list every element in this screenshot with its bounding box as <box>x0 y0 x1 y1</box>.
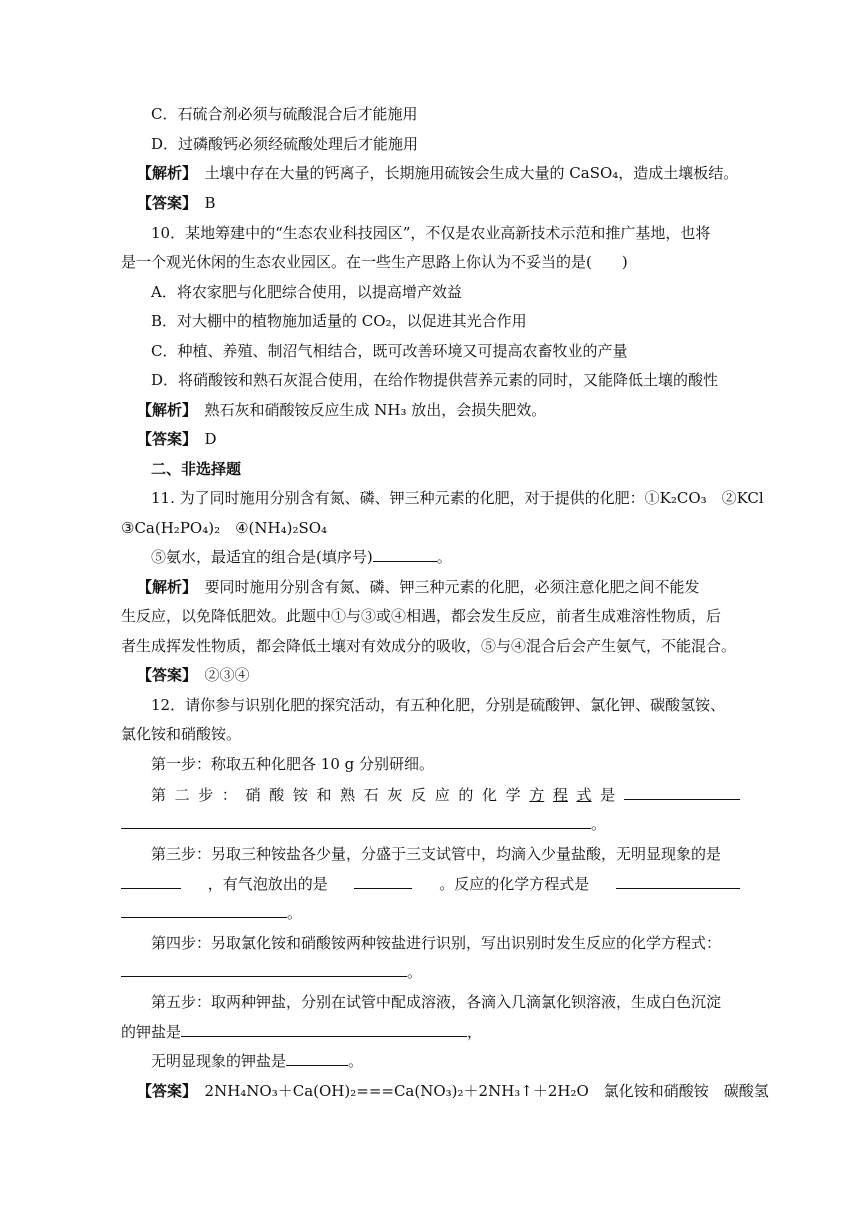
analysis-line <box>137 163 740 183</box>
answer-text: D <box>204 430 217 448</box>
step-5-line: 第五步：取两种钾盐，分别在试管中配成溶液，各滴入几滴氯化钡溶液，生成白色沉淀 <box>151 993 722 1011</box>
option-c-line-q10: C．种植、养殖、制沼气相结合，既可改善环境又可提高农畜牧业的产量 <box>151 342 628 360</box>
analysis-text: 土壤中存在大量的钙离子，长期施用硫铵会生成大量的 CaSO₄，造成土壤板结。 <box>204 164 739 182</box>
answer-blank[interactable] <box>373 547 437 562</box>
question-11-line-3 <box>151 547 740 567</box>
equation-blank[interactable] <box>624 785 740 800</box>
equation-blank-3[interactable] <box>616 874 740 889</box>
bubbles-blank[interactable] <box>354 874 412 889</box>
analysis-text: 熟石灰和硝酸铵反应生成 NH₃ 放出，会损失肥效。 <box>204 401 547 419</box>
answer-text: B <box>204 194 216 212</box>
analysis-tag: 【解析】 <box>137 578 190 596</box>
question-12-line-1: 12．请你参与识别化肥的探究活动，有五种化肥，分别是硫酸钾、氯化钾、碳酸氢铵、 <box>151 696 726 714</box>
option-a-line: A．将农家肥与化肥综合使用，以提高增产效益 <box>151 283 462 301</box>
analysis-text: 要同时施用分别含有氮、磷、钾三种元素的化肥，必须注意化肥之间不能发 <box>204 578 700 596</box>
analysis-tag: 【解析】 <box>137 401 190 419</box>
question-11-prompt: ⑤氨水，最适宜的组合是(填序号) <box>151 548 373 566</box>
analysis-tag: 【解析】 <box>137 164 190 182</box>
question-11-line-1: 11. 为了同时施用分别含有氮、磷、钾三种元素的化肥，对于提供的化肥：①K₂CO₃ ②KCl <box>151 489 764 507</box>
analysis-line-q10 <box>137 400 740 420</box>
answer-tag: 【答案】 <box>137 666 190 684</box>
step-3-blanks-line: ，有气泡放出的是 。反应的化学方程式是 <box>121 874 740 894</box>
answer-tag: 【答案】 <box>137 194 190 212</box>
step-4-continuation: 。 <box>121 962 740 982</box>
step-3-line: 第三步：另取三种铵盐各少量，分盛于三支试管中，均滴入少量盐酸，无明显现象的是 <box>151 845 722 863</box>
answer-text: ②③④ <box>204 666 250 684</box>
equation-blank-4[interactable] <box>121 903 287 918</box>
no-reaction-blank[interactable] <box>121 874 181 889</box>
step-4-line: 第四步：另取氯化铵和硝酸铵两种铵盐进行识别，写出识别时发生反应的化学方程式： <box>151 934 722 952</box>
step-1-line: 第一步：称取五种化肥各 10 g 分别研细。 <box>151 755 434 773</box>
answer-text: 2NH₄NO₃＋Ca(OH)₂===Ca(NO₃)₂＋2NH₃↑＋2H₂O 氯化铵和硝酸铵 碳酸氢 <box>204 1082 769 1100</box>
answer-line <box>137 193 740 213</box>
analysis-line-q11 <box>137 577 740 597</box>
period: 。 <box>436 548 452 566</box>
equation-blank-2[interactable] <box>121 814 591 829</box>
question-10-line-1: 10．某地筹建中的“生态农业科技园区”，不仅是农业高新技术示范和推广基地，也将 <box>151 224 711 242</box>
question-10-line-2: 是一个观光休闲的生态农业园区。在一些生产思路上你认为不妥当的是( ) <box>121 253 628 271</box>
analysis-line-q11-2: 生反应，以免降低肥效。此题中①与③或④相遇，都会发生反应，前者生成难溶性物质，后 <box>121 607 722 625</box>
step-5-continuation: 的钾盐是 ， <box>121 1023 483 1041</box>
step-2-continuation: 。 <box>121 814 740 834</box>
option-b-line: B．对大棚中的植物施加适量的 CO₂，以促进其光合作用 <box>151 312 527 330</box>
white-precipitate-blank[interactable] <box>181 1022 467 1037</box>
answer-tag: 【答案】 <box>137 430 190 448</box>
option-c-line: C．石硫合剂必须与硫酸混合后才能施用 <box>151 105 418 123</box>
analysis-line-q11-3: 者生成挥发性物质，都会降低土壤对有效成分的吸收，⑤与④混合后会产生氨气，不能混合。 <box>121 637 737 655</box>
answer-line-q12 <box>137 1081 769 1101</box>
question-12-line-2: 氯化铵和硝酸铵。 <box>121 725 242 743</box>
step-2-line: 第 二 步 ： 硝 酸 铵 和 熟 石 灰 反 应 的 化 学 方 程 式 是 <box>151 785 740 805</box>
step-5-line-3: 无明显现象的钾盐是 。 <box>151 1052 364 1070</box>
question-11-line-2: ③Ca(H₂PO₄)₂ ④(NH₄)₂SO₄ <box>121 519 328 537</box>
option-d-line: D．过磷酸钙必须经硫酸处理后才能施用 <box>151 135 419 153</box>
answer-tag: 【答案】 <box>137 1082 190 1100</box>
no-change-blank[interactable] <box>286 1051 348 1066</box>
step-3-continuation: 。 <box>121 903 740 923</box>
section-heading: 二、非选择题 <box>151 460 242 478</box>
equation-blank-5[interactable] <box>121 962 407 977</box>
option-d-line-q10: D．将硝酸铵和熟石灰混合使用，在给作物提供营养元素的同时，又能降低土壤的酸性 <box>151 371 719 389</box>
answer-line-q10 <box>137 429 740 449</box>
answer-line-q11 <box>137 665 740 685</box>
